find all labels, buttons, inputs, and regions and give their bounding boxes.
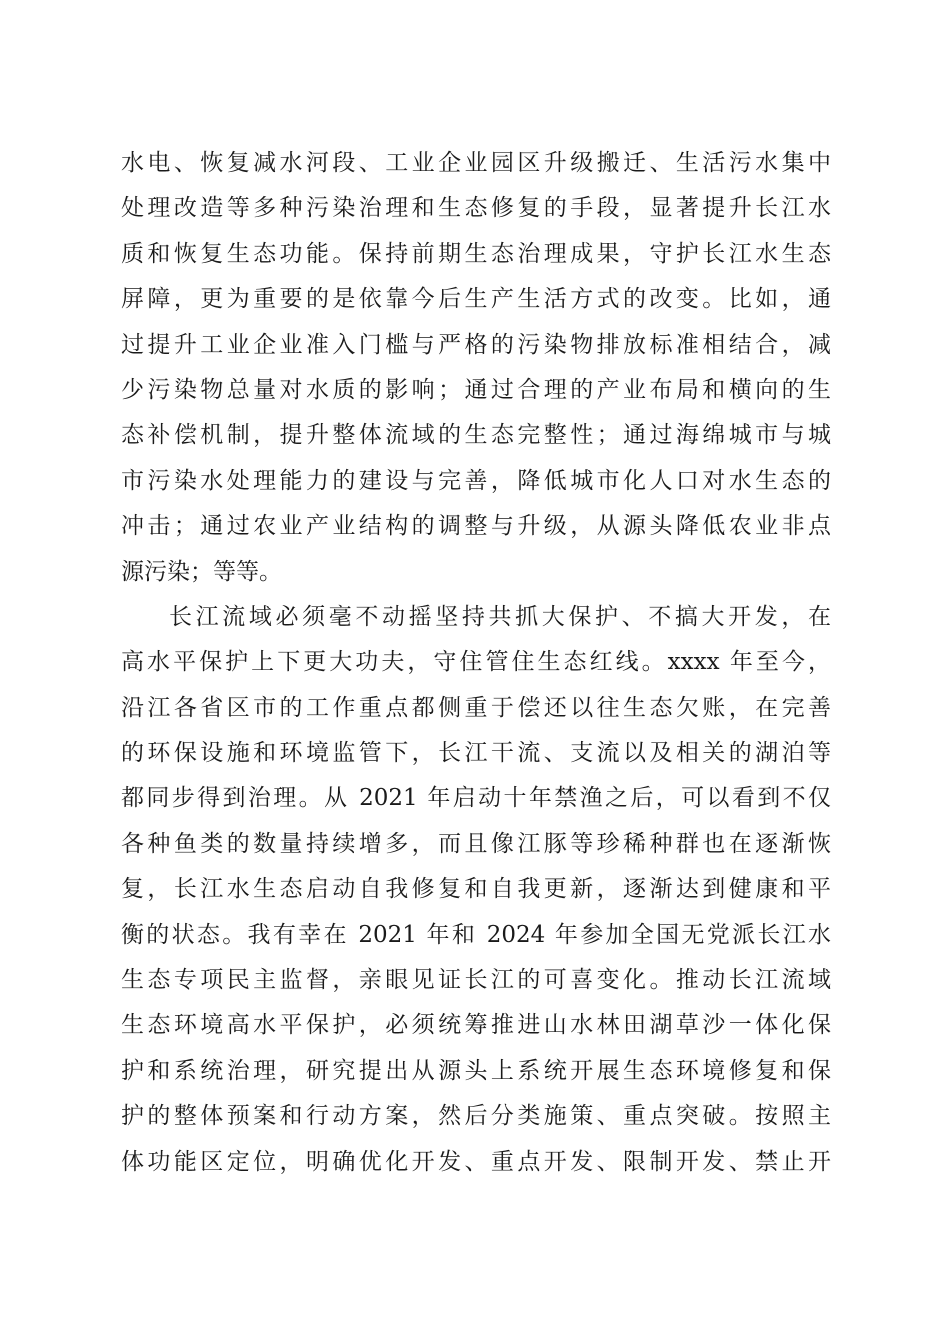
text-line: 少污染物总量对水质的影响；通过合理的产业布局和横向的生: [121, 376, 831, 403]
text-line: 护的整体预案和行动方案，然后分类施策、重点突破。按照主: [121, 1103, 831, 1130]
text-line: 态补偿机制，提升整体流域的生态完整性；通过海绵城市与城: [121, 422, 831, 449]
text-line: 屏障，更为重要的是依靠今后生产生活方式的改变。比如，通: [121, 286, 831, 313]
text-line: 复，长江水生态启动自我修复和自我更新，逐渐达到健康和平: [121, 876, 831, 903]
body-text: [121, 141, 831, 1185]
text-line: 市污染水处理能力的建设与完善，降低城市化人口对水生态的: [121, 467, 831, 494]
text-line: 护和系统治理，研究提出从源头上系统开展生态环境修复和保: [121, 1057, 831, 1084]
text-line: 源污染；等等。: [121, 558, 282, 585]
text-line: 生态专项民主监督，亲眼见证长江的可喜变化。推动长江流域: [121, 967, 831, 994]
text-line: 质和恢复生态功能。保持前期生态治理成果，守护长江水生态: [121, 240, 831, 267]
text-line: 生态环境高水平保护，必须统筹推进山水林田湖草沙一体化保: [121, 1012, 831, 1039]
text-line: 体功能区定位，明确优化开发、重点开发、限制开发、禁止开: [121, 1148, 831, 1175]
paragraph-2: [121, 595, 831, 1185]
text-line: 高水平保护上下更大功夫，守住管住生态红线。xxxx 年至今，: [121, 649, 831, 676]
paragraph-1: [121, 141, 831, 595]
text-line: 冲击；通过农业产业结构的调整与升级，从源头降低农业非点: [121, 513, 831, 540]
text-line: 都同步得到治理。从 2021 年启动十年禁渔之后，可以看到不仅: [121, 785, 831, 812]
text-line: 长江流域必须毫不动摇坚持共抓大保护、不搞大开发，在: [169, 603, 831, 630]
text-line: 处理改造等多种污染治理和生态修复的手段，显著提升长江水: [121, 195, 831, 222]
text-line: 沿江各省区市的工作重点都侧重于偿还以往生态欠账，在完善: [121, 694, 831, 721]
text-line: 过提升工业企业准入门槛与严格的污染物排放标准相结合，减: [121, 331, 831, 358]
text-line: 水电、恢复减水河段、工业企业园区升级搬迁、生活污水集中: [121, 150, 831, 176]
text-line: 的环保设施和环境监管下，长江干流、支流以及相关的湖泊等: [121, 740, 831, 767]
text-line: 衡的状态。我有幸在 2021 年和 2024 年参加全国无党派长江水: [121, 921, 831, 948]
text-line: 各种鱼类的数量持续增多，而且像江豚等珍稀种群也在逐渐恢: [121, 830, 831, 857]
